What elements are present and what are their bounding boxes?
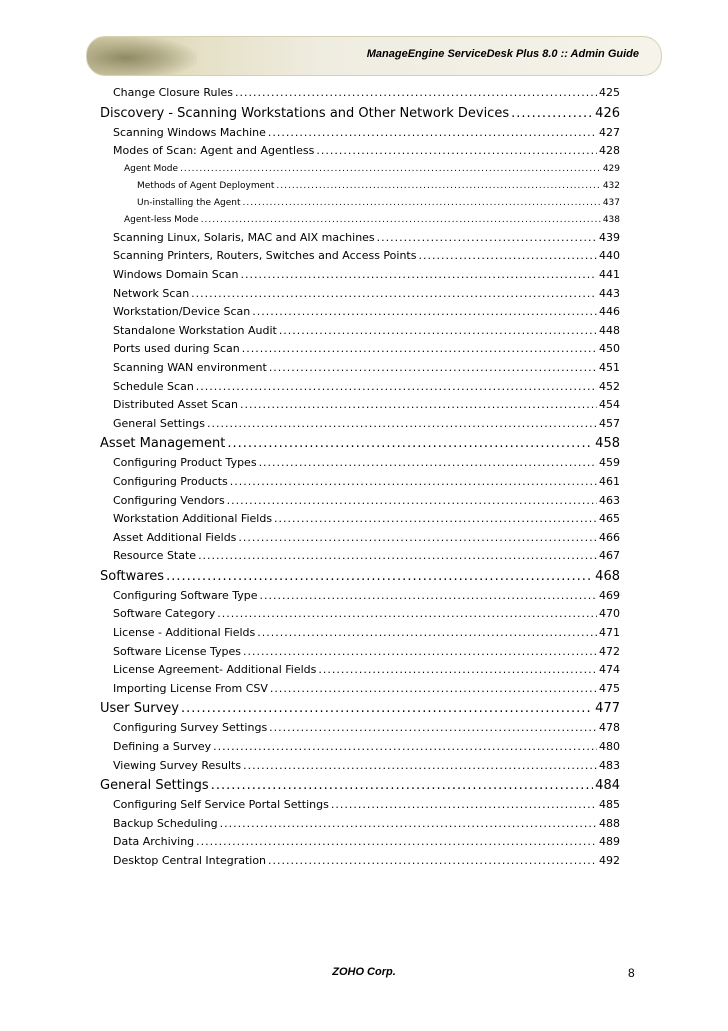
toc-entry-page: 470 (599, 607, 620, 621)
toc-entry[interactable] (100, 605, 620, 624)
toc-entry[interactable] (100, 433, 620, 454)
toc-dot-leader (235, 84, 597, 103)
toc-dot-leader (227, 492, 597, 511)
toc-entry-title: Software License Types (113, 644, 241, 658)
toc-entry-page: 441 (599, 267, 620, 281)
toc-entry-page: 429 (602, 163, 620, 174)
toc-entry-page: 466 (599, 530, 620, 544)
toc-entry[interactable] (100, 303, 620, 322)
toc-entry-page: 469 (599, 588, 620, 602)
toc-entry[interactable] (100, 587, 620, 606)
toc-entry-title: Configuring Self Service Portal Settings (113, 798, 329, 812)
toc-dot-leader (198, 547, 597, 566)
toc-dot-leader (418, 247, 597, 266)
toc-dot-leader (268, 852, 597, 871)
toc-entry[interactable] (100, 359, 620, 378)
toc-entry-page: 475 (599, 681, 620, 695)
toc-entry-page: 427 (599, 125, 620, 139)
toc-entry-page: 443 (599, 286, 620, 300)
toc-entry[interactable] (100, 698, 620, 719)
toc-entry[interactable] (100, 396, 620, 415)
toc-entry-title: Schedule Scan (113, 379, 194, 393)
toc-entry[interactable] (100, 247, 620, 266)
toc-entry-page: 484 (595, 778, 620, 794)
toc-entry[interactable] (100, 142, 620, 161)
toc-entry[interactable] (100, 738, 620, 757)
toc-entry[interactable] (100, 212, 620, 229)
toc-entry-title: Scanning Printers, Routers, Switches and Access Points (113, 249, 417, 263)
toc-entry[interactable] (100, 510, 620, 529)
toc-entry-title: Configuring Product Types (113, 456, 257, 470)
toc-entry-page: 457 (599, 416, 620, 430)
toc-entry-page: 463 (599, 493, 620, 507)
toc-entry-title: Desktop Central Integration (113, 854, 267, 867)
toc-dot-leader (241, 266, 597, 285)
toc-dot-leader (166, 566, 593, 587)
toc-entry[interactable] (100, 643, 620, 662)
toc-dot-leader (316, 142, 597, 161)
toc-entry[interactable] (100, 815, 620, 834)
toc-entry-page: 440 (599, 249, 620, 263)
toc-entry[interactable] (100, 473, 620, 492)
toc-entry-page: 485 (599, 798, 620, 812)
toc-entry[interactable] (100, 195, 620, 212)
toc-entry-title: Network Scan (113, 286, 190, 300)
toc-entry-title: Viewing Survey Results (113, 758, 242, 772)
toc-entry-page: 425 (599, 86, 620, 99)
toc-entry[interactable] (100, 84, 620, 103)
toc-entry-title: License - Additional Fields (113, 626, 256, 640)
toc-dot-leader (268, 124, 597, 143)
toc-dot-leader (252, 303, 597, 322)
header-title: ManageEngine ServiceDesk Plus 8.0 :: Admin Guide (366, 48, 639, 60)
toc-entry-title: Asset Management (100, 436, 226, 452)
toc-entry[interactable] (100, 757, 620, 776)
toc-entry-page: 468 (595, 568, 620, 584)
toc-dot-leader (180, 161, 601, 178)
toc-entry[interactable] (100, 547, 620, 566)
toc-dot-leader (220, 815, 597, 834)
toc-entry-page: 483 (599, 758, 620, 772)
toc-entry-title: Windows Domain Scan (113, 267, 239, 281)
toc-entry-title: Configuring Products (113, 474, 228, 488)
toc-entry-page: 446 (599, 305, 620, 319)
toc-dot-leader (238, 529, 597, 548)
toc-entry[interactable] (100, 266, 620, 285)
toc-entry-page: 467 (599, 549, 620, 563)
toc-dot-leader (196, 378, 597, 397)
toc-entry-title: Un-installing the Agent (137, 197, 241, 208)
toc-dot-leader (331, 796, 597, 815)
toc-entry[interactable] (100, 566, 620, 587)
toc-entry-page: 465 (599, 512, 620, 526)
toc-entry-page: 471 (599, 626, 620, 640)
toc-dot-leader (207, 415, 597, 434)
toc-dot-leader (377, 229, 597, 248)
toc-entry-title: Discovery - Scanning Workstations and Other Network Devices (100, 105, 510, 121)
toc-dot-leader (279, 322, 597, 341)
toc-entry[interactable] (100, 103, 620, 124)
toc-entry-title: Scanning Linux, Solaris, MAC and AIX machines (113, 230, 375, 244)
toc-entry-page: 458 (595, 436, 620, 452)
toc-dot-leader (257, 624, 597, 643)
toc-entry[interactable] (100, 178, 620, 195)
toc-entry-page: 439 (599, 230, 620, 244)
toc-dot-leader (196, 833, 597, 852)
toc-dot-leader (230, 473, 597, 492)
toc-entry[interactable] (100, 415, 620, 434)
toc-entry-page: 451 (599, 360, 620, 374)
banner-decoration (87, 37, 197, 75)
toc-entry-title: Configuring Software Type (113, 588, 258, 602)
toc-dot-leader (243, 643, 597, 662)
toc-entry-title: Scanning WAN environment (113, 360, 267, 374)
toc-entry-page: 450 (599, 342, 620, 356)
toc-dot-leader (259, 454, 597, 473)
toc-entry-title: Asset Additional Fields (113, 530, 237, 544)
toc-entry-title: Softwares (100, 568, 165, 584)
toc-entry-title: Workstation/Device Scan (113, 305, 251, 319)
toc-entry[interactable] (100, 378, 620, 397)
toc-entry-page: 459 (599, 456, 620, 470)
toc-entry-title: General Settings (113, 416, 205, 430)
toc-dot-leader (217, 605, 597, 624)
toc-entry-title: Backup Scheduling (113, 816, 218, 830)
toc-entry[interactable] (100, 719, 620, 738)
toc-entry-page: 428 (599, 144, 620, 158)
toc-entry-page: 489 (599, 835, 620, 849)
toc-entry-title: Methods of Agent Deployment (137, 180, 275, 191)
toc-entry-title: Standalone Workstation Audit (113, 323, 277, 337)
table-of-contents (100, 84, 620, 871)
toc-entry[interactable] (100, 661, 620, 680)
toc-dot-leader (511, 103, 593, 124)
toc-entry-title: Workstation Additional Fields (113, 512, 273, 526)
toc-entry-title: Scanning Windows Machine (113, 125, 266, 139)
toc-entry-title: Distributed Asset Scan (113, 398, 238, 412)
toc-entry[interactable] (100, 340, 620, 359)
toc-dot-leader (243, 757, 597, 776)
toc-entry-page: 438 (602, 214, 620, 225)
toc-entry-title: General Settings (100, 778, 209, 794)
toc-entry[interactable] (100, 796, 620, 815)
toc-entry[interactable] (100, 852, 620, 871)
toc-dot-leader (191, 285, 597, 304)
toc-dot-leader (274, 510, 597, 529)
toc-entry[interactable] (100, 285, 620, 304)
toc-entry-title: Agent-less Mode (124, 214, 199, 225)
toc-entry-page: 426 (595, 105, 620, 121)
toc-entry[interactable] (100, 454, 620, 473)
toc-entry-page: 480 (599, 740, 620, 754)
toc-dot-leader (270, 680, 597, 699)
toc-entry-title: Data Archiving (113, 835, 195, 849)
toc-dot-leader (260, 587, 597, 606)
toc-entry-title: Resource State (113, 549, 197, 563)
toc-dot-leader (211, 775, 593, 796)
toc-entry-title: Importing License From CSV (113, 681, 268, 695)
toc-entry-page: 474 (599, 663, 620, 677)
toc-dot-leader (227, 433, 593, 454)
toc-dot-leader (181, 698, 593, 719)
toc-entry[interactable] (100, 229, 620, 248)
toc-entry-title: User Survey (100, 701, 179, 717)
toc-entry-title: Change Closure Rules (113, 86, 234, 99)
toc-entry-title: Configuring Vendors (113, 493, 225, 507)
toc-dot-leader (201, 212, 601, 229)
toc-dot-leader (240, 396, 597, 415)
toc-entry-page: 477 (595, 701, 620, 717)
toc-entry-page: 492 (599, 854, 620, 867)
toc-entry[interactable] (100, 124, 620, 143)
toc-entry[interactable] (100, 680, 620, 699)
toc-entry-page: 432 (602, 180, 620, 191)
toc-entry[interactable] (100, 322, 620, 341)
toc-entry-page: 448 (599, 323, 620, 337)
toc-entry-title: Configuring Survey Settings (113, 721, 268, 735)
toc-entry-page: 437 (602, 197, 620, 208)
toc-entry-title: Ports used during Scan (113, 342, 240, 356)
toc-dot-leader (269, 359, 597, 378)
toc-entry-title: Modes of Scan: Agent and Agentless (113, 144, 315, 158)
toc-entry-title: License Agreement- Additional Fields (113, 663, 317, 677)
toc-entry[interactable] (100, 833, 620, 852)
toc-entry-title: Software Category (113, 607, 216, 621)
toc-entry[interactable] (100, 161, 620, 178)
toc-entry[interactable] (100, 492, 620, 511)
toc-dot-leader (243, 195, 601, 212)
footer-page-number: 8 (628, 966, 635, 980)
toc-entry[interactable] (100, 624, 620, 643)
toc-entry-page: 488 (599, 816, 620, 830)
toc-entry-title: Defining a Survey (113, 740, 212, 754)
toc-dot-leader (318, 661, 597, 680)
toc-dot-leader (269, 719, 597, 738)
header-banner (86, 36, 662, 76)
toc-entry-page: 478 (599, 721, 620, 735)
footer-company: ZOHO Corp. (332, 966, 396, 978)
toc-dot-leader (242, 340, 597, 359)
toc-dot-leader (276, 178, 600, 195)
toc-entry-title: Agent Mode (124, 163, 179, 174)
toc-entry-page: 461 (599, 474, 620, 488)
toc-entry-page: 454 (599, 398, 620, 412)
toc-dot-leader (213, 738, 597, 757)
toc-entry[interactable] (100, 775, 620, 796)
toc-entry-page: 452 (599, 379, 620, 393)
toc-entry-page: 472 (599, 644, 620, 658)
toc-entry[interactable] (100, 529, 620, 548)
